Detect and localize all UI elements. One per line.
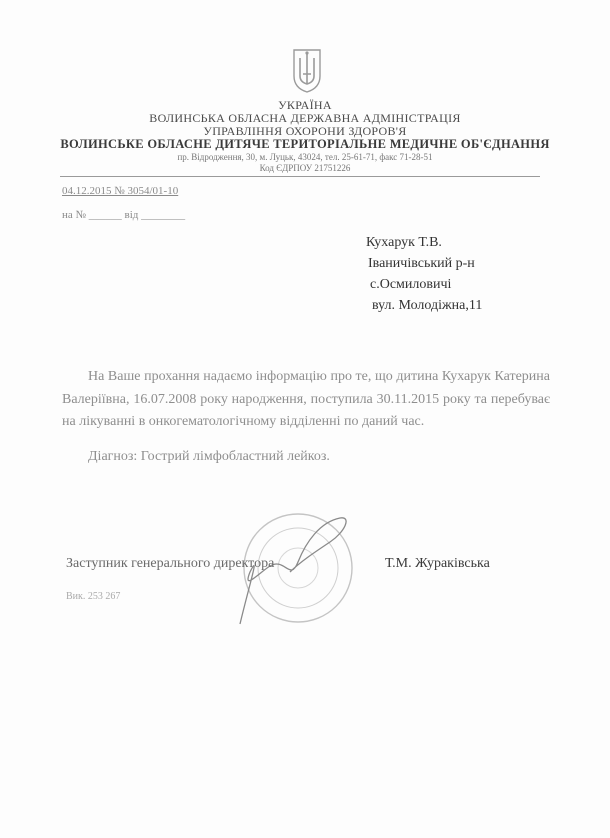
letter-body [62,366,550,468]
letterhead-address: пр. Відродження, 30, м. Луцьк, 43024, тел. 25-61-71, факс 71-28-51 [177,152,433,162]
addressee-name: Кухарук Т.В. [366,235,442,250]
incoming-reference [62,209,185,221]
outgoing-number: 04.12.2015 № 3054/01-10 [62,185,179,197]
signatory-name: Т.М. Жураківська [385,556,490,571]
executor-phone: Вик. 253 267 [66,591,121,602]
body-paragraph-1: На Ваше прохання надаємо інформацію про те, що дитина Кухарук Катерина Валеріївна, 16.07.2008 року народження, поступила 30.11.2015 року та перебуває на лікуванні в онкогематологічному відділенні по даний час. [62,369,550,429]
addressee-district: Іваничівський р-н [368,256,475,271]
letterhead-country: УКРАЇНА [278,98,332,112]
letterhead-code: Код ЄДРПОУ 21751226 [259,163,351,173]
addressee-village: с.Осмиловичі [370,277,452,292]
trident-emblem-icon [290,44,324,94]
signatory-position: Заступник генерального директора [66,556,275,571]
from-label: від [124,209,139,221]
addressee-street: вул. Молодіжна,11 [372,298,483,313]
letterhead-department: УПРАВЛІННЯ ОХОРОНИ ЗДОРОВ'Я [203,124,407,138]
incoming-blank: ______ [88,209,122,221]
incoming-label: на № [62,209,87,221]
letterhead-administration: ВОЛИНСЬКА ОБЛАСНА ДЕРЖАВНА АДМІНІСТРАЦІЯ [149,111,461,125]
body-paragraph-2: Діагноз: Гострий лімфобластний лейкоз. [88,448,330,464]
letterhead-rule [60,176,540,177]
from-blank: ________ [141,209,186,221]
letterhead-organization: ВОЛИНСЬКЕ ОБЛАСНЕ ДИТЯЧЕ ТЕРИТОРІАЛЬНЕ МЕДИЧНЕ ОБ'ЄДНАННЯ [60,137,550,151]
handwritten-signature-icon [230,512,360,632]
